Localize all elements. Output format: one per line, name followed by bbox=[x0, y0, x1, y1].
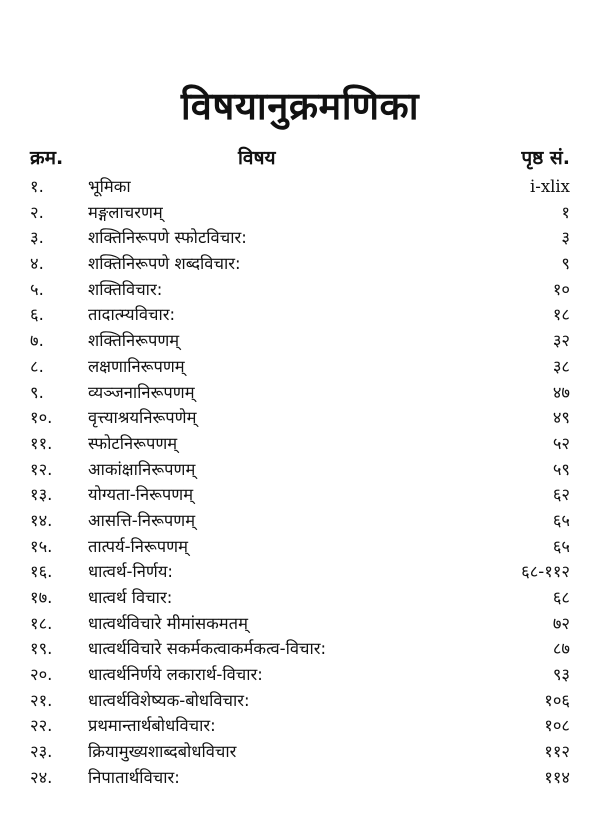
entry-title: तात्पर्य-निरूपणम् bbox=[88, 536, 188, 556]
toc-row bbox=[0, 482, 600, 508]
entry-number: १५. bbox=[30, 536, 53, 556]
entry-title: आसत्ति-निरूपणम् bbox=[88, 510, 196, 530]
entry-page: ९३ bbox=[552, 665, 570, 685]
entry-title: भूमिका bbox=[88, 177, 131, 196]
entry-title: मङ्गलाचरणम् bbox=[88, 202, 163, 222]
entry-number: ११. bbox=[30, 433, 53, 453]
entry-page: ३८ bbox=[552, 356, 570, 376]
entry-number: १. bbox=[30, 177, 44, 196]
entry-number: १८. bbox=[30, 613, 53, 633]
entry-title: धात्वर्थविशेष्यक-बोधविचार: bbox=[88, 690, 250, 710]
toc-row bbox=[0, 354, 600, 380]
entry-number: १९. bbox=[30, 639, 53, 659]
entry-number: ९. bbox=[30, 382, 44, 402]
entry-page: i-xlix bbox=[529, 177, 570, 196]
toc-row bbox=[0, 713, 600, 739]
entry-number: २. bbox=[30, 202, 44, 222]
entry-title: धात्वर्थ विचार: bbox=[88, 588, 173, 607]
entry-number: ७. bbox=[30, 331, 44, 351]
entry-title: धात्वर्थविचारे सकर्मकत्वाकर्मकत्व-विचार: bbox=[88, 639, 327, 659]
entry-title: शक्तिविचार: bbox=[88, 279, 163, 299]
entry-number: २२. bbox=[30, 716, 53, 736]
toc-row bbox=[0, 302, 600, 328]
header-subject: विषय bbox=[238, 147, 276, 169]
entry-number: १०. bbox=[30, 408, 53, 428]
toc-row bbox=[0, 508, 600, 534]
entry-page: ४७ bbox=[552, 382, 570, 402]
toc-row bbox=[0, 174, 600, 200]
toc-row bbox=[0, 405, 600, 431]
toc-row bbox=[0, 636, 600, 662]
entry-number: १७. bbox=[30, 588, 53, 607]
toc-row bbox=[0, 534, 600, 560]
entry-page: ११४ bbox=[544, 767, 570, 787]
entry-page: ११२ bbox=[544, 742, 570, 762]
entry-page: ६८ bbox=[552, 588, 570, 607]
toc-row bbox=[0, 662, 600, 688]
toc-row bbox=[0, 277, 600, 303]
toc-row bbox=[0, 251, 600, 277]
entry-title: लक्षणानिरूपणम् bbox=[88, 356, 185, 376]
toc-row bbox=[0, 739, 600, 765]
entry-number: ६. bbox=[30, 305, 44, 325]
entry-number: ८. bbox=[30, 356, 44, 376]
toc-row bbox=[0, 559, 600, 585]
entry-title: क्रियामुख्यशाब्दबोधविचार bbox=[88, 742, 237, 762]
entry-number: १६. bbox=[30, 562, 53, 582]
entry-number: २०. bbox=[30, 665, 53, 685]
entry-number: २४. bbox=[30, 767, 53, 787]
entry-number: ३. bbox=[30, 228, 44, 248]
entry-page: १८ bbox=[552, 305, 570, 325]
entry-title: शक्तिनिरूपणे स्फोटविचार: bbox=[88, 228, 247, 248]
entry-title: शक्तिनिरूपणम् bbox=[88, 331, 180, 351]
entry-title: धात्वर्थनिर्णये लकारार्थ-विचार: bbox=[88, 665, 263, 685]
entry-page: १ bbox=[561, 202, 570, 222]
page-title: विषयानुक्रमणिका bbox=[180, 84, 420, 128]
toc-row bbox=[0, 328, 600, 354]
entry-page: ६८-११२ bbox=[521, 562, 570, 582]
entry-number: १२. bbox=[30, 459, 53, 479]
entry-number: ४. bbox=[30, 254, 44, 274]
entry-title: स्फोटनिरूपणम् bbox=[88, 433, 178, 453]
toc-row bbox=[0, 765, 600, 791]
entry-page: ९ bbox=[561, 254, 570, 274]
entry-number: १३. bbox=[30, 485, 53, 505]
entry-page: ६२ bbox=[552, 485, 570, 505]
entry-title: व्यञ्जनानिरूपणम् bbox=[88, 382, 195, 402]
entry-number: २१. bbox=[30, 690, 53, 710]
entry-number: ५. bbox=[30, 279, 44, 299]
entry-page: ६५ bbox=[552, 536, 570, 556]
entry-title: निपातार्थविचार: bbox=[88, 767, 180, 787]
entry-title: आकांक्षानिरूपणम् bbox=[88, 459, 196, 479]
entry-title: धात्वर्थ-निर्णय: bbox=[88, 562, 173, 582]
toc-row bbox=[0, 457, 600, 483]
toc-row bbox=[0, 225, 600, 251]
header-page-number: पृष्ठ सं. bbox=[521, 147, 570, 169]
table-of-contents bbox=[0, 174, 600, 791]
toc-row bbox=[0, 431, 600, 457]
entry-page: ५९ bbox=[552, 459, 570, 479]
entry-page: १० bbox=[552, 279, 570, 299]
toc-row bbox=[0, 380, 600, 406]
entry-page: १०८ bbox=[544, 716, 570, 736]
entry-title: धात्वर्थविचारे मीमांसकमतम् bbox=[88, 613, 248, 633]
entry-number: २३. bbox=[30, 742, 53, 762]
entry-page: ८७ bbox=[552, 639, 570, 659]
entry-page: १०६ bbox=[544, 690, 570, 710]
entry-page: ३ bbox=[561, 228, 570, 248]
entry-page: ३२ bbox=[552, 331, 570, 351]
entry-page: ५२ bbox=[552, 433, 570, 453]
entry-number: १४. bbox=[30, 510, 53, 530]
entry-page: ७२ bbox=[552, 613, 570, 633]
entry-title: प्रथमान्तार्थबोधविचार: bbox=[88, 716, 216, 736]
toc-row bbox=[0, 200, 600, 226]
entry-title: तादात्म्यविचार: bbox=[88, 305, 176, 325]
entry-title: योग्यता-निरूपणम् bbox=[88, 485, 194, 505]
toc-row bbox=[0, 688, 600, 714]
toc-row bbox=[0, 585, 600, 611]
entry-page: ६५ bbox=[552, 510, 570, 530]
entry-title: वृत्त्याश्रयनिरूपणेम् bbox=[88, 408, 197, 428]
header-serial-number: क्रम. bbox=[30, 147, 64, 169]
column-headers bbox=[0, 145, 600, 175]
toc-row bbox=[0, 611, 600, 637]
entry-page: ४९ bbox=[552, 408, 570, 428]
entry-title: शक्तिनिरूपणे शब्दविचार: bbox=[88, 254, 241, 274]
